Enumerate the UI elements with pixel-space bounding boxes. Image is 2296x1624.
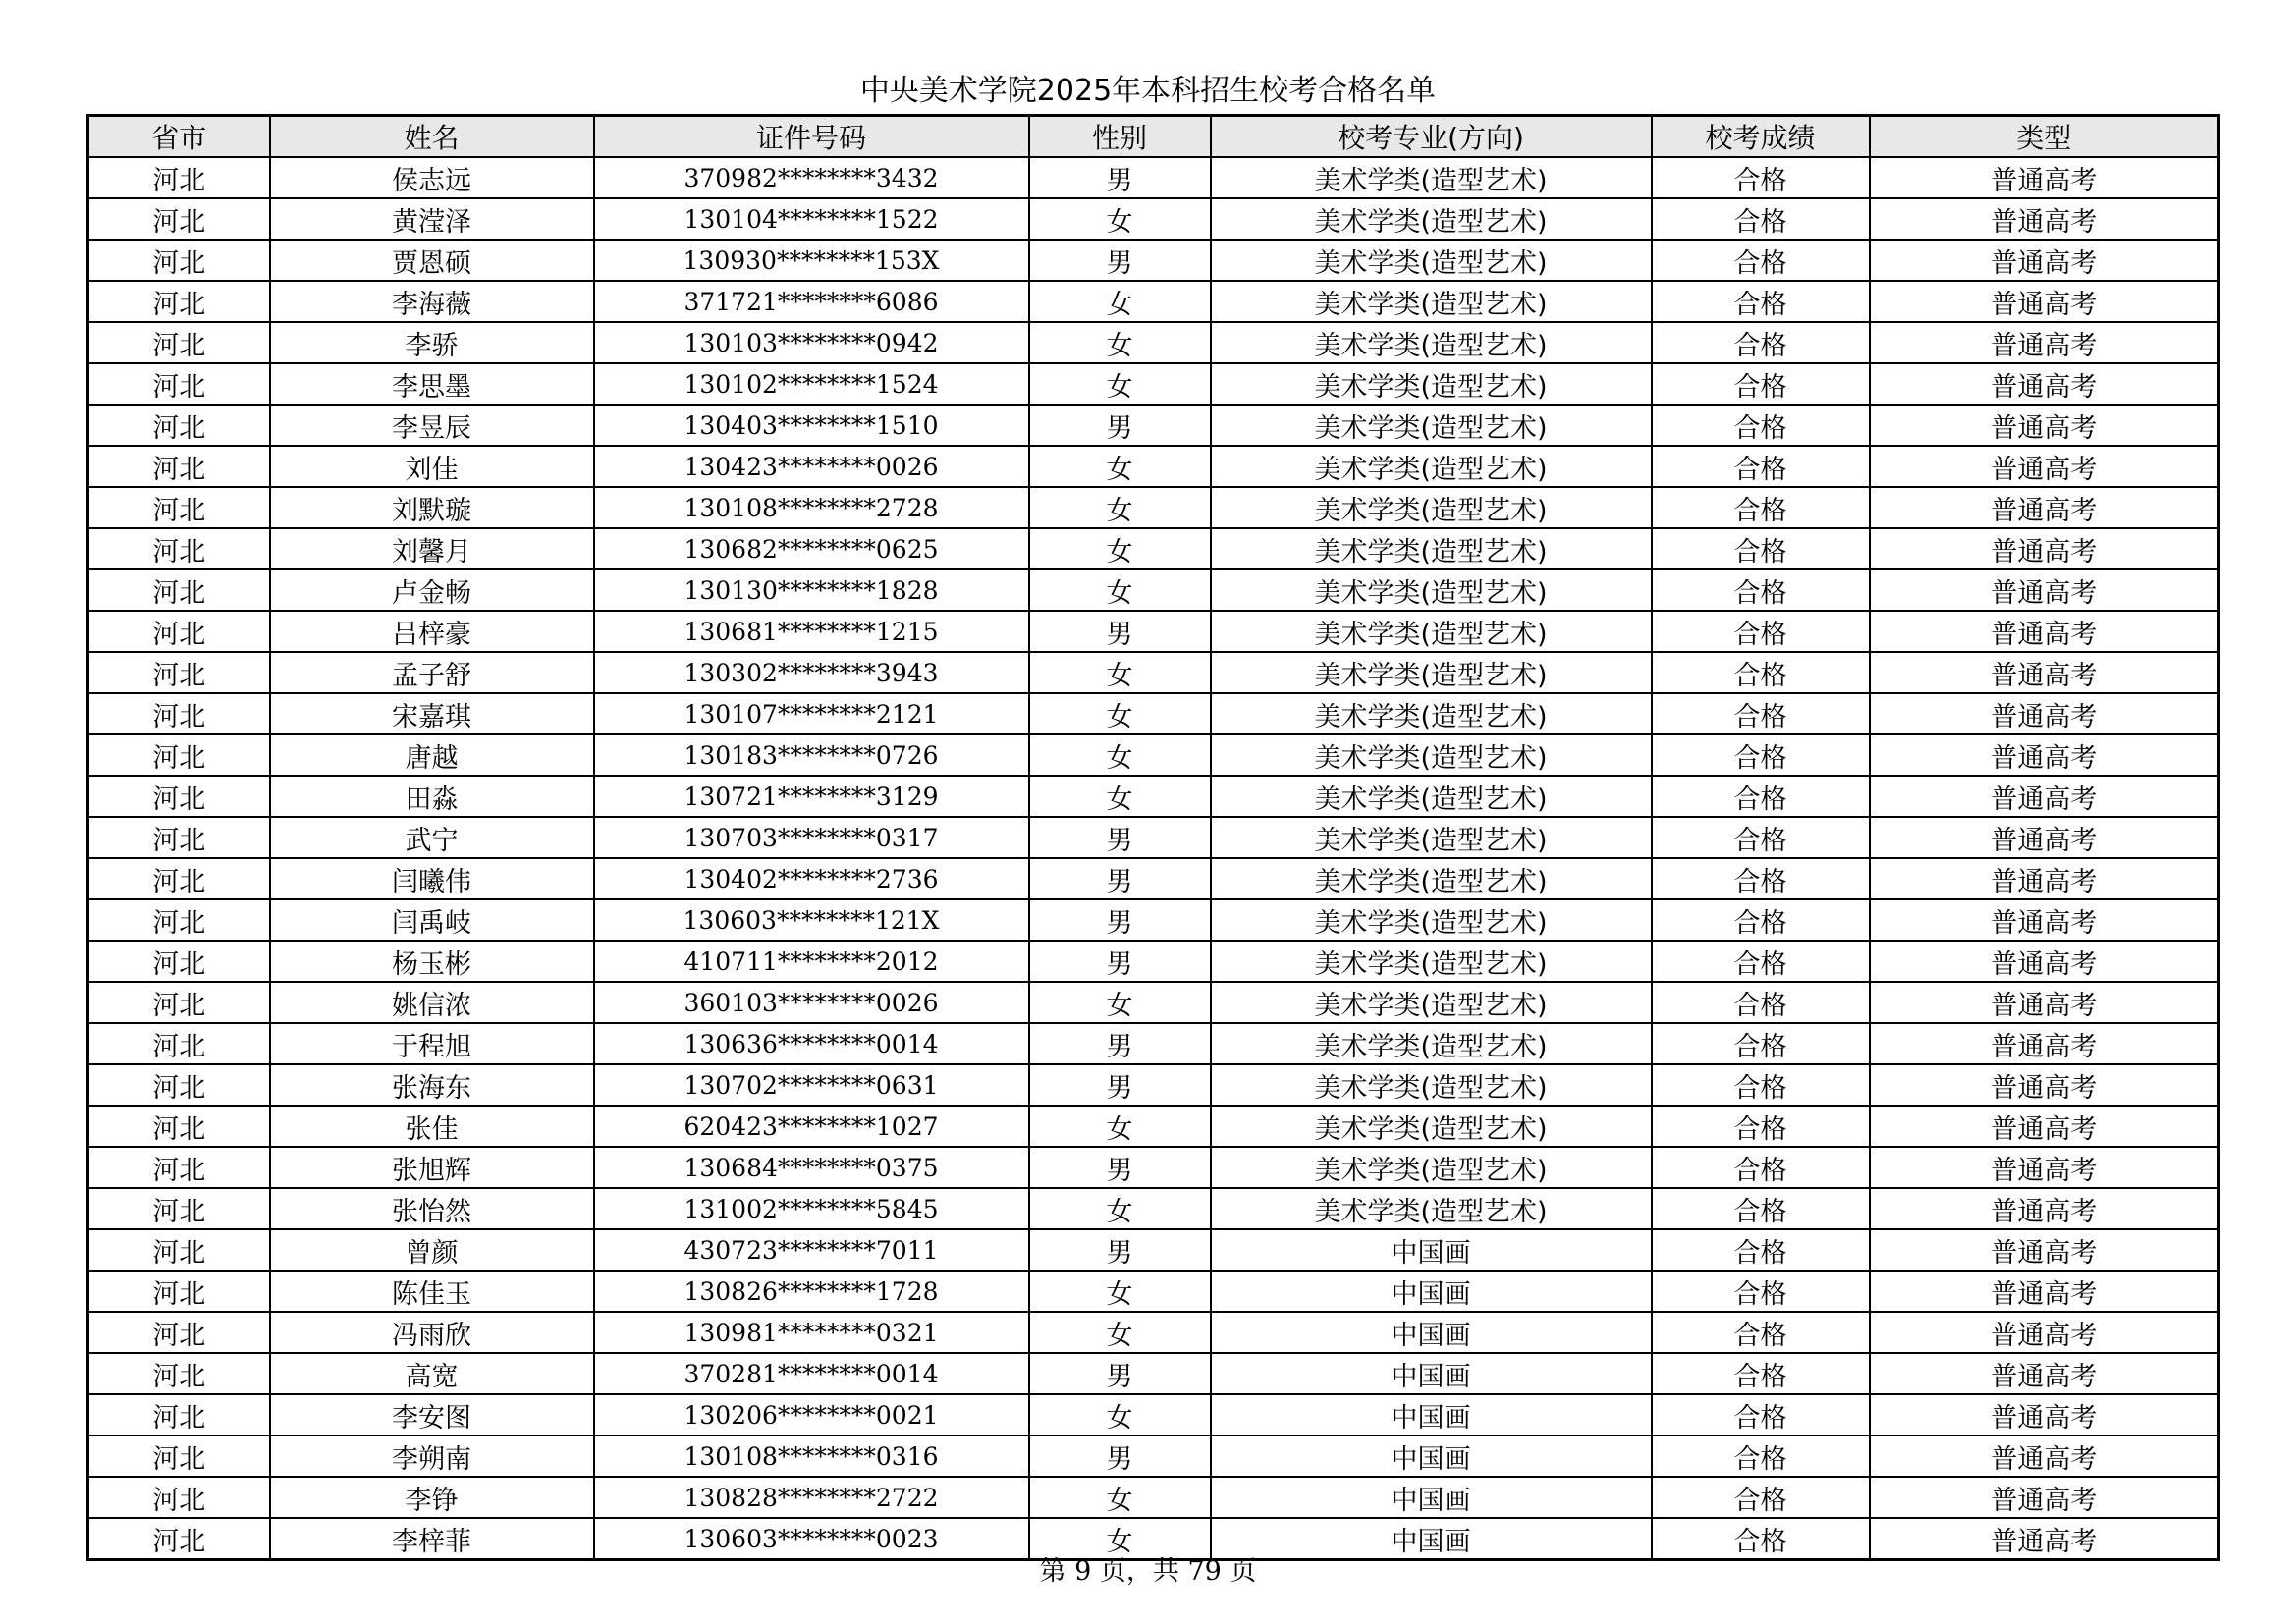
cell-name: 李铮 xyxy=(270,1477,594,1518)
cell-result: 合格 xyxy=(1652,1435,1870,1477)
table-row xyxy=(88,1188,2219,1229)
table-row xyxy=(88,1477,2219,1518)
cell-province: 河北 xyxy=(88,487,270,528)
cell-gender: 女 xyxy=(1029,1106,1211,1147)
cell-major: 美术学类(造型艺术) xyxy=(1211,1064,1652,1106)
cell-province: 河北 xyxy=(88,652,270,693)
cell-name: 高宽 xyxy=(270,1353,594,1394)
cell-gender: 男 xyxy=(1029,405,1211,446)
column-header-province: 省市 xyxy=(88,116,270,158)
cell-province: 河北 xyxy=(88,858,270,899)
cell-type: 普通高考 xyxy=(1870,281,2219,322)
cell-id-number: 130102********1524 xyxy=(594,363,1029,405)
cell-province: 河北 xyxy=(88,1477,270,1518)
cell-result: 合格 xyxy=(1652,1353,1870,1394)
cell-major: 中国画 xyxy=(1211,1394,1652,1435)
column-header-name: 姓名 xyxy=(270,116,594,158)
cell-gender: 女 xyxy=(1029,1394,1211,1435)
cell-id-number: 130104********1522 xyxy=(594,198,1029,240)
cell-province: 河北 xyxy=(88,1435,270,1477)
column-header-id-number: 证件号码 xyxy=(594,116,1029,158)
cell-province: 河北 xyxy=(88,1518,270,1560)
cell-name: 黄滢泽 xyxy=(270,198,594,240)
cell-major: 美术学类(造型艺术) xyxy=(1211,1188,1652,1229)
cell-gender: 男 xyxy=(1029,1023,1211,1064)
cell-major: 美术学类(造型艺术) xyxy=(1211,652,1652,693)
table-row xyxy=(88,281,2219,322)
cell-major: 美术学类(造型艺术) xyxy=(1211,198,1652,240)
table-row xyxy=(88,817,2219,858)
cell-gender: 男 xyxy=(1029,157,1211,198)
cell-name: 曾颜 xyxy=(270,1229,594,1271)
cell-gender: 男 xyxy=(1029,858,1211,899)
cell-type: 普通高考 xyxy=(1870,1477,2219,1518)
cell-id-number: 130636********0014 xyxy=(594,1023,1029,1064)
cell-name: 闫禹岐 xyxy=(270,899,594,941)
cell-gender: 男 xyxy=(1029,817,1211,858)
cell-id-number: 130682********0625 xyxy=(594,528,1029,569)
cell-province: 河北 xyxy=(88,693,270,734)
cell-result: 合格 xyxy=(1652,1023,1870,1064)
column-header-major: 校考专业(方向) xyxy=(1211,116,1652,158)
table-row xyxy=(88,941,2219,982)
cell-type: 普通高考 xyxy=(1870,1188,2219,1229)
cell-gender: 男 xyxy=(1029,1064,1211,1106)
cell-type: 普通高考 xyxy=(1870,487,2219,528)
table-header-row xyxy=(88,116,2219,158)
cell-result: 合格 xyxy=(1652,1518,1870,1560)
cell-province: 河北 xyxy=(88,817,270,858)
cell-type: 普通高考 xyxy=(1870,1023,2219,1064)
cell-id-number: 130103********0942 xyxy=(594,322,1029,363)
cell-result: 合格 xyxy=(1652,982,1870,1023)
cell-gender: 男 xyxy=(1029,941,1211,982)
cell-major: 中国画 xyxy=(1211,1312,1652,1353)
cell-gender: 女 xyxy=(1029,652,1211,693)
cell-result: 合格 xyxy=(1652,611,1870,652)
table-row xyxy=(88,198,2219,240)
cell-major: 中国画 xyxy=(1211,1477,1652,1518)
cell-major: 中国画 xyxy=(1211,1229,1652,1271)
cell-id-number: 130703********0317 xyxy=(594,817,1029,858)
cell-name: 唐越 xyxy=(270,734,594,776)
cell-name: 张佳 xyxy=(270,1106,594,1147)
cell-id-number: 130826********1728 xyxy=(594,1271,1029,1312)
cell-type: 普通高考 xyxy=(1870,1271,2219,1312)
cell-type: 普通高考 xyxy=(1870,776,2219,817)
cell-province: 河北 xyxy=(88,528,270,569)
cell-province: 河北 xyxy=(88,1064,270,1106)
cell-id-number: 130183********0726 xyxy=(594,734,1029,776)
cell-major: 美术学类(造型艺术) xyxy=(1211,446,1652,487)
cell-province: 河北 xyxy=(88,240,270,281)
cell-major: 美术学类(造型艺术) xyxy=(1211,281,1652,322)
cell-type: 普通高考 xyxy=(1870,198,2219,240)
table-row xyxy=(88,734,2219,776)
cell-major: 美术学类(造型艺术) xyxy=(1211,1147,1652,1188)
cell-gender: 女 xyxy=(1029,281,1211,322)
cell-major: 美术学类(造型艺术) xyxy=(1211,982,1652,1023)
cell-province: 河北 xyxy=(88,569,270,611)
cell-type: 普通高考 xyxy=(1870,941,2219,982)
cell-province: 河北 xyxy=(88,198,270,240)
table-row xyxy=(88,322,2219,363)
cell-id-number: 130107********2121 xyxy=(594,693,1029,734)
column-header-gender: 性别 xyxy=(1029,116,1211,158)
table-row xyxy=(88,776,2219,817)
cell-gender: 男 xyxy=(1029,1229,1211,1271)
admission-table xyxy=(86,114,2220,1561)
cell-major: 美术学类(造型艺术) xyxy=(1211,899,1652,941)
table-body xyxy=(88,157,2219,1560)
cell-id-number: 370281********0014 xyxy=(594,1353,1029,1394)
cell-result: 合格 xyxy=(1652,1106,1870,1147)
table-row xyxy=(88,611,2219,652)
cell-major: 中国画 xyxy=(1211,1271,1652,1312)
cell-name: 李梓菲 xyxy=(270,1518,594,1560)
cell-type: 普通高考 xyxy=(1870,363,2219,405)
cell-id-number: 130206********0021 xyxy=(594,1394,1029,1435)
cell-major: 美术学类(造型艺术) xyxy=(1211,322,1652,363)
cell-type: 普通高考 xyxy=(1870,1518,2219,1560)
column-header-result: 校考成绩 xyxy=(1652,116,1870,158)
cell-gender: 女 xyxy=(1029,1188,1211,1229)
cell-result: 合格 xyxy=(1652,1188,1870,1229)
cell-province: 河北 xyxy=(88,1106,270,1147)
cell-type: 普通高考 xyxy=(1870,1394,2219,1435)
table-row xyxy=(88,1312,2219,1353)
cell-gender: 男 xyxy=(1029,899,1211,941)
cell-major: 美术学类(造型艺术) xyxy=(1211,858,1652,899)
cell-id-number: 130402********2736 xyxy=(594,858,1029,899)
cell-name: 卢金畅 xyxy=(270,569,594,611)
table-row xyxy=(88,1023,2219,1064)
cell-province: 河北 xyxy=(88,611,270,652)
column-header-type: 类型 xyxy=(1870,116,2219,158)
cell-major: 美术学类(造型艺术) xyxy=(1211,405,1652,446)
cell-province: 河北 xyxy=(88,1353,270,1394)
cell-province: 河北 xyxy=(88,941,270,982)
cell-result: 合格 xyxy=(1652,899,1870,941)
cell-name: 李思墨 xyxy=(270,363,594,405)
cell-gender: 女 xyxy=(1029,569,1211,611)
cell-type: 普通高考 xyxy=(1870,446,2219,487)
cell-province: 河北 xyxy=(88,405,270,446)
cell-type: 普通高考 xyxy=(1870,652,2219,693)
cell-result: 合格 xyxy=(1652,693,1870,734)
cell-gender: 女 xyxy=(1029,693,1211,734)
cell-name: 刘佳 xyxy=(270,446,594,487)
cell-gender: 女 xyxy=(1029,198,1211,240)
cell-province: 河北 xyxy=(88,363,270,405)
cell-result: 合格 xyxy=(1652,446,1870,487)
cell-id-number: 410711********2012 xyxy=(594,941,1029,982)
cell-gender: 男 xyxy=(1029,1147,1211,1188)
cell-result: 合格 xyxy=(1652,1229,1870,1271)
cell-type: 普通高考 xyxy=(1870,1147,2219,1188)
cell-province: 河北 xyxy=(88,982,270,1023)
cell-name: 刘默璇 xyxy=(270,487,594,528)
cell-id-number: 130302********3943 xyxy=(594,652,1029,693)
cell-name: 闫曦伟 xyxy=(270,858,594,899)
cell-major: 美术学类(造型艺术) xyxy=(1211,569,1652,611)
cell-type: 普通高考 xyxy=(1870,1353,2219,1394)
cell-type: 普通高考 xyxy=(1870,693,2219,734)
table-row xyxy=(88,528,2219,569)
cell-major: 美术学类(造型艺术) xyxy=(1211,363,1652,405)
cell-id-number: 130108********0316 xyxy=(594,1435,1029,1477)
cell-result: 合格 xyxy=(1652,1312,1870,1353)
table-row xyxy=(88,1435,2219,1477)
cell-gender: 女 xyxy=(1029,1312,1211,1353)
table-row xyxy=(88,363,2219,405)
cell-result: 合格 xyxy=(1652,569,1870,611)
cell-gender: 女 xyxy=(1029,528,1211,569)
cell-major: 美术学类(造型艺术) xyxy=(1211,1106,1652,1147)
page-number-footer: 第 9 页，共 79 页 xyxy=(1039,1556,1257,1587)
table-row xyxy=(88,405,2219,446)
cell-major: 美术学类(造型艺术) xyxy=(1211,487,1652,528)
cell-result: 合格 xyxy=(1652,734,1870,776)
cell-type: 普通高考 xyxy=(1870,405,2219,446)
cell-result: 合格 xyxy=(1652,487,1870,528)
cell-province: 河北 xyxy=(88,734,270,776)
cell-gender: 女 xyxy=(1029,734,1211,776)
table-row xyxy=(88,1106,2219,1147)
cell-result: 合格 xyxy=(1652,1147,1870,1188)
cell-id-number: 620423********1027 xyxy=(594,1106,1029,1147)
cell-result: 合格 xyxy=(1652,941,1870,982)
cell-name: 张怡然 xyxy=(270,1188,594,1229)
cell-province: 河北 xyxy=(88,1023,270,1064)
cell-major: 美术学类(造型艺术) xyxy=(1211,611,1652,652)
table-row xyxy=(88,899,2219,941)
cell-id-number: 430723********7011 xyxy=(594,1229,1029,1271)
cell-major: 美术学类(造型艺术) xyxy=(1211,734,1652,776)
cell-name: 杨玉彬 xyxy=(270,941,594,982)
cell-name: 侯志远 xyxy=(270,157,594,198)
cell-type: 普通高考 xyxy=(1870,569,2219,611)
cell-type: 普通高考 xyxy=(1870,1435,2219,1477)
table-row xyxy=(88,652,2219,693)
table-row xyxy=(88,1353,2219,1394)
cell-name: 李骄 xyxy=(270,322,594,363)
cell-name: 张海东 xyxy=(270,1064,594,1106)
cell-type: 普通高考 xyxy=(1870,1106,2219,1147)
cell-result: 合格 xyxy=(1652,817,1870,858)
table-row xyxy=(88,569,2219,611)
cell-gender: 男 xyxy=(1029,1435,1211,1477)
cell-result: 合格 xyxy=(1652,1394,1870,1435)
cell-result: 合格 xyxy=(1652,528,1870,569)
cell-province: 河北 xyxy=(88,446,270,487)
cell-gender: 女 xyxy=(1029,1477,1211,1518)
table-row xyxy=(88,1147,2219,1188)
cell-name: 宋嘉琪 xyxy=(270,693,594,734)
cell-major: 美术学类(造型艺术) xyxy=(1211,1023,1652,1064)
cell-id-number: 130603********0023 xyxy=(594,1518,1029,1560)
cell-name: 张旭辉 xyxy=(270,1147,594,1188)
cell-name: 冯雨欣 xyxy=(270,1312,594,1353)
cell-id-number: 130108********2728 xyxy=(594,487,1029,528)
cell-province: 河北 xyxy=(88,899,270,941)
cell-name: 田淼 xyxy=(270,776,594,817)
table-row xyxy=(88,487,2219,528)
cell-province: 河北 xyxy=(88,1229,270,1271)
cell-result: 合格 xyxy=(1652,858,1870,899)
cell-name: 姚信浓 xyxy=(270,982,594,1023)
table-row xyxy=(88,1064,2219,1106)
cell-gender: 女 xyxy=(1029,776,1211,817)
cell-gender: 女 xyxy=(1029,1271,1211,1312)
cell-type: 普通高考 xyxy=(1870,817,2219,858)
table-row xyxy=(88,1394,2219,1435)
table-row xyxy=(88,693,2219,734)
cell-province: 河北 xyxy=(88,1271,270,1312)
cell-name: 武宁 xyxy=(270,817,594,858)
cell-gender: 男 xyxy=(1029,240,1211,281)
cell-province: 河北 xyxy=(88,776,270,817)
cell-province: 河北 xyxy=(88,1147,270,1188)
cell-result: 合格 xyxy=(1652,363,1870,405)
cell-id-number: 130702********0631 xyxy=(594,1064,1029,1106)
cell-major: 美术学类(造型艺术) xyxy=(1211,157,1652,198)
cell-gender: 女 xyxy=(1029,363,1211,405)
table-row xyxy=(88,157,2219,198)
cell-major: 中国画 xyxy=(1211,1435,1652,1477)
cell-major: 美术学类(造型艺术) xyxy=(1211,693,1652,734)
table-row xyxy=(88,1271,2219,1312)
cell-result: 合格 xyxy=(1652,405,1870,446)
cell-result: 合格 xyxy=(1652,157,1870,198)
cell-name: 李海薇 xyxy=(270,281,594,322)
cell-name: 吕梓豪 xyxy=(270,611,594,652)
cell-name: 陈佳玉 xyxy=(270,1271,594,1312)
cell-type: 普通高考 xyxy=(1870,982,2219,1023)
cell-gender: 女 xyxy=(1029,982,1211,1023)
cell-id-number: 130423********0026 xyxy=(594,446,1029,487)
cell-type: 普通高考 xyxy=(1870,1229,2219,1271)
cell-id-number: 130681********1215 xyxy=(594,611,1029,652)
cell-result: 合格 xyxy=(1652,1477,1870,1518)
cell-type: 普通高考 xyxy=(1870,899,2219,941)
cell-major: 美术学类(造型艺术) xyxy=(1211,528,1652,569)
cell-name: 于程旭 xyxy=(270,1023,594,1064)
cell-id-number: 130981********0321 xyxy=(594,1312,1029,1353)
cell-result: 合格 xyxy=(1652,1064,1870,1106)
cell-major: 中国画 xyxy=(1211,1518,1652,1560)
cell-province: 河北 xyxy=(88,157,270,198)
table-row xyxy=(88,240,2219,281)
cell-name: 李朔南 xyxy=(270,1435,594,1477)
cell-type: 普通高考 xyxy=(1870,157,2219,198)
cell-province: 河北 xyxy=(88,281,270,322)
cell-gender: 女 xyxy=(1029,322,1211,363)
cell-name: 李安图 xyxy=(270,1394,594,1435)
cell-result: 合格 xyxy=(1652,652,1870,693)
cell-type: 普通高考 xyxy=(1870,1064,2219,1106)
cell-gender: 女 xyxy=(1029,487,1211,528)
cell-province: 河北 xyxy=(88,1394,270,1435)
cell-province: 河北 xyxy=(88,1312,270,1353)
cell-result: 合格 xyxy=(1652,198,1870,240)
cell-id-number: 130403********1510 xyxy=(594,405,1029,446)
cell-id-number: 131002********5845 xyxy=(594,1188,1029,1229)
cell-gender: 男 xyxy=(1029,611,1211,652)
cell-result: 合格 xyxy=(1652,322,1870,363)
cell-type: 普通高考 xyxy=(1870,528,2219,569)
cell-result: 合格 xyxy=(1652,281,1870,322)
cell-major: 美术学类(造型艺术) xyxy=(1211,941,1652,982)
cell-major: 中国画 xyxy=(1211,1353,1652,1394)
cell-type: 普通高考 xyxy=(1870,322,2219,363)
cell-id-number: 130828********2722 xyxy=(594,1477,1029,1518)
cell-id-number: 370982********3432 xyxy=(594,157,1029,198)
cell-id-number: 130130********1828 xyxy=(594,569,1029,611)
cell-major: 美术学类(造型艺术) xyxy=(1211,817,1652,858)
table-row xyxy=(88,446,2219,487)
cell-name: 孟子舒 xyxy=(270,652,594,693)
cell-type: 普通高考 xyxy=(1870,611,2219,652)
cell-major: 美术学类(造型艺术) xyxy=(1211,240,1652,281)
cell-name: 贾恩硕 xyxy=(270,240,594,281)
cell-result: 合格 xyxy=(1652,240,1870,281)
cell-result: 合格 xyxy=(1652,1271,1870,1312)
cell-type: 普通高考 xyxy=(1870,1312,2219,1353)
cell-id-number: 130603********121X xyxy=(594,899,1029,941)
cell-type: 普通高考 xyxy=(1870,240,2219,281)
table-row xyxy=(88,858,2219,899)
cell-name: 刘馨月 xyxy=(270,528,594,569)
table-row xyxy=(88,1229,2219,1271)
cell-id-number: 130930********153X xyxy=(594,240,1029,281)
cell-name: 李昱辰 xyxy=(270,405,594,446)
cell-type: 普通高考 xyxy=(1870,734,2219,776)
cell-gender: 男 xyxy=(1029,1353,1211,1394)
cell-id-number: 371721********6086 xyxy=(594,281,1029,322)
cell-id-number: 130721********3129 xyxy=(594,776,1029,817)
cell-id-number: 130684********0375 xyxy=(594,1147,1029,1188)
cell-gender: 女 xyxy=(1029,1518,1211,1560)
cell-gender: 女 xyxy=(1029,446,1211,487)
cell-province: 河北 xyxy=(88,322,270,363)
cell-major: 美术学类(造型艺术) xyxy=(1211,776,1652,817)
cell-result: 合格 xyxy=(1652,776,1870,817)
table-row xyxy=(88,982,2219,1023)
cell-id-number: 360103********0026 xyxy=(594,982,1029,1023)
cell-province: 河北 xyxy=(88,1188,270,1229)
document-title: 中央美术学院2025年本科招生校考合格名单 xyxy=(859,74,1437,108)
cell-type: 普通高考 xyxy=(1870,858,2219,899)
